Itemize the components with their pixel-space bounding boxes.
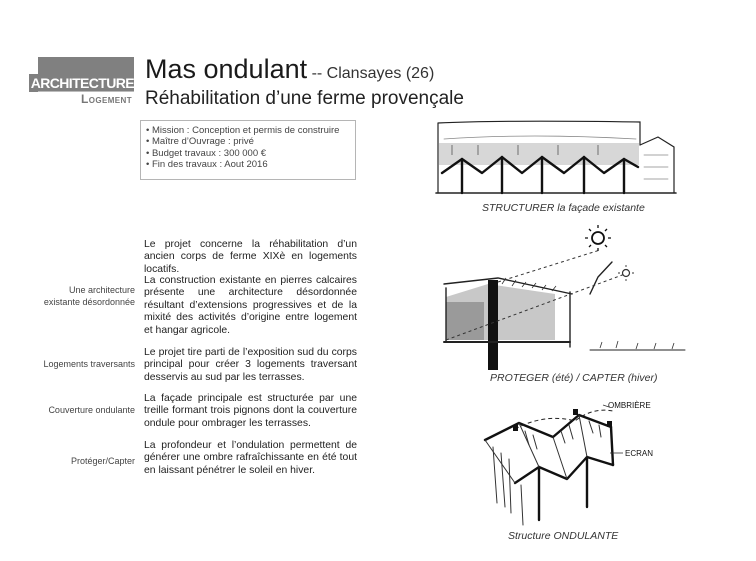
mission-line: • Fin des travaux : Aout 2016 <box>146 159 268 171</box>
side-label-roof: Couverture ondulante <box>48 405 135 415</box>
mission-line: • Maître d’Ouvrage : privé <box>146 136 254 148</box>
caption-undulating: Structure ONDULANTE <box>508 530 619 542</box>
paragraph-shade: La profondeur et l’ondulation permettent de générer une ombre rafraîchissante en été tout en laissant pénétrer le soleil en hiver. <box>144 440 357 476</box>
side-label-protect: Protéger/Capter <box>70 456 135 466</box>
sketch-section <box>440 222 690 370</box>
caption-protect: PROTEGER (été) / CAPTER (hiver) <box>490 372 658 384</box>
category-sub: Logement <box>81 92 132 106</box>
side-label-housing: Logements traversants <box>43 359 135 369</box>
title-location: -- Clansayes (26) <box>311 65 435 82</box>
paragraph-intro: Le projet concerne la réhabilitation d’un ancien corps de ferme XIXè en logements locatifs. <box>144 239 357 275</box>
sketch-structure <box>475 395 675 530</box>
sketch-facade <box>430 115 690 200</box>
page-subtitle: Réhabilitation d’une ferme provençale <box>145 88 464 109</box>
paragraph-housing: Le projet tire parti de l’exposition sud du corps principal pour créer 3 logements traversant desservis au sud par les terrasses. <box>144 347 357 383</box>
mission-line: • Mission : Conception et permis de construire <box>146 125 340 136</box>
label-ombriere: OMBRIÈRE <box>608 401 651 410</box>
category-box <box>30 57 134 106</box>
paragraph-existing: La construction existante en pierres calcaires présente une architecture désordonnée résultant d’extensions progressives et de la mixité des activités d’origine entre logement et hangar agricole. <box>144 275 357 336</box>
mission-box <box>140 120 356 180</box>
caption-structure: STRUCTURER la façade existante <box>482 202 645 214</box>
title-main: Mas ondulant <box>145 54 308 84</box>
category-main: ARCHITECTURE <box>30 75 134 91</box>
label-ecran: ECRAN <box>625 449 654 458</box>
page-title <box>145 54 434 89</box>
side-label-existing: Une architecture existante désordonnée <box>43 285 135 307</box>
paragraph-facade: La façade principale est structurée par une treille formant trois pignons dont la couverture ondule pour ombrager les terrasses. <box>144 393 357 429</box>
mission-line: • Budget travaux : 300 000 € <box>146 147 267 159</box>
